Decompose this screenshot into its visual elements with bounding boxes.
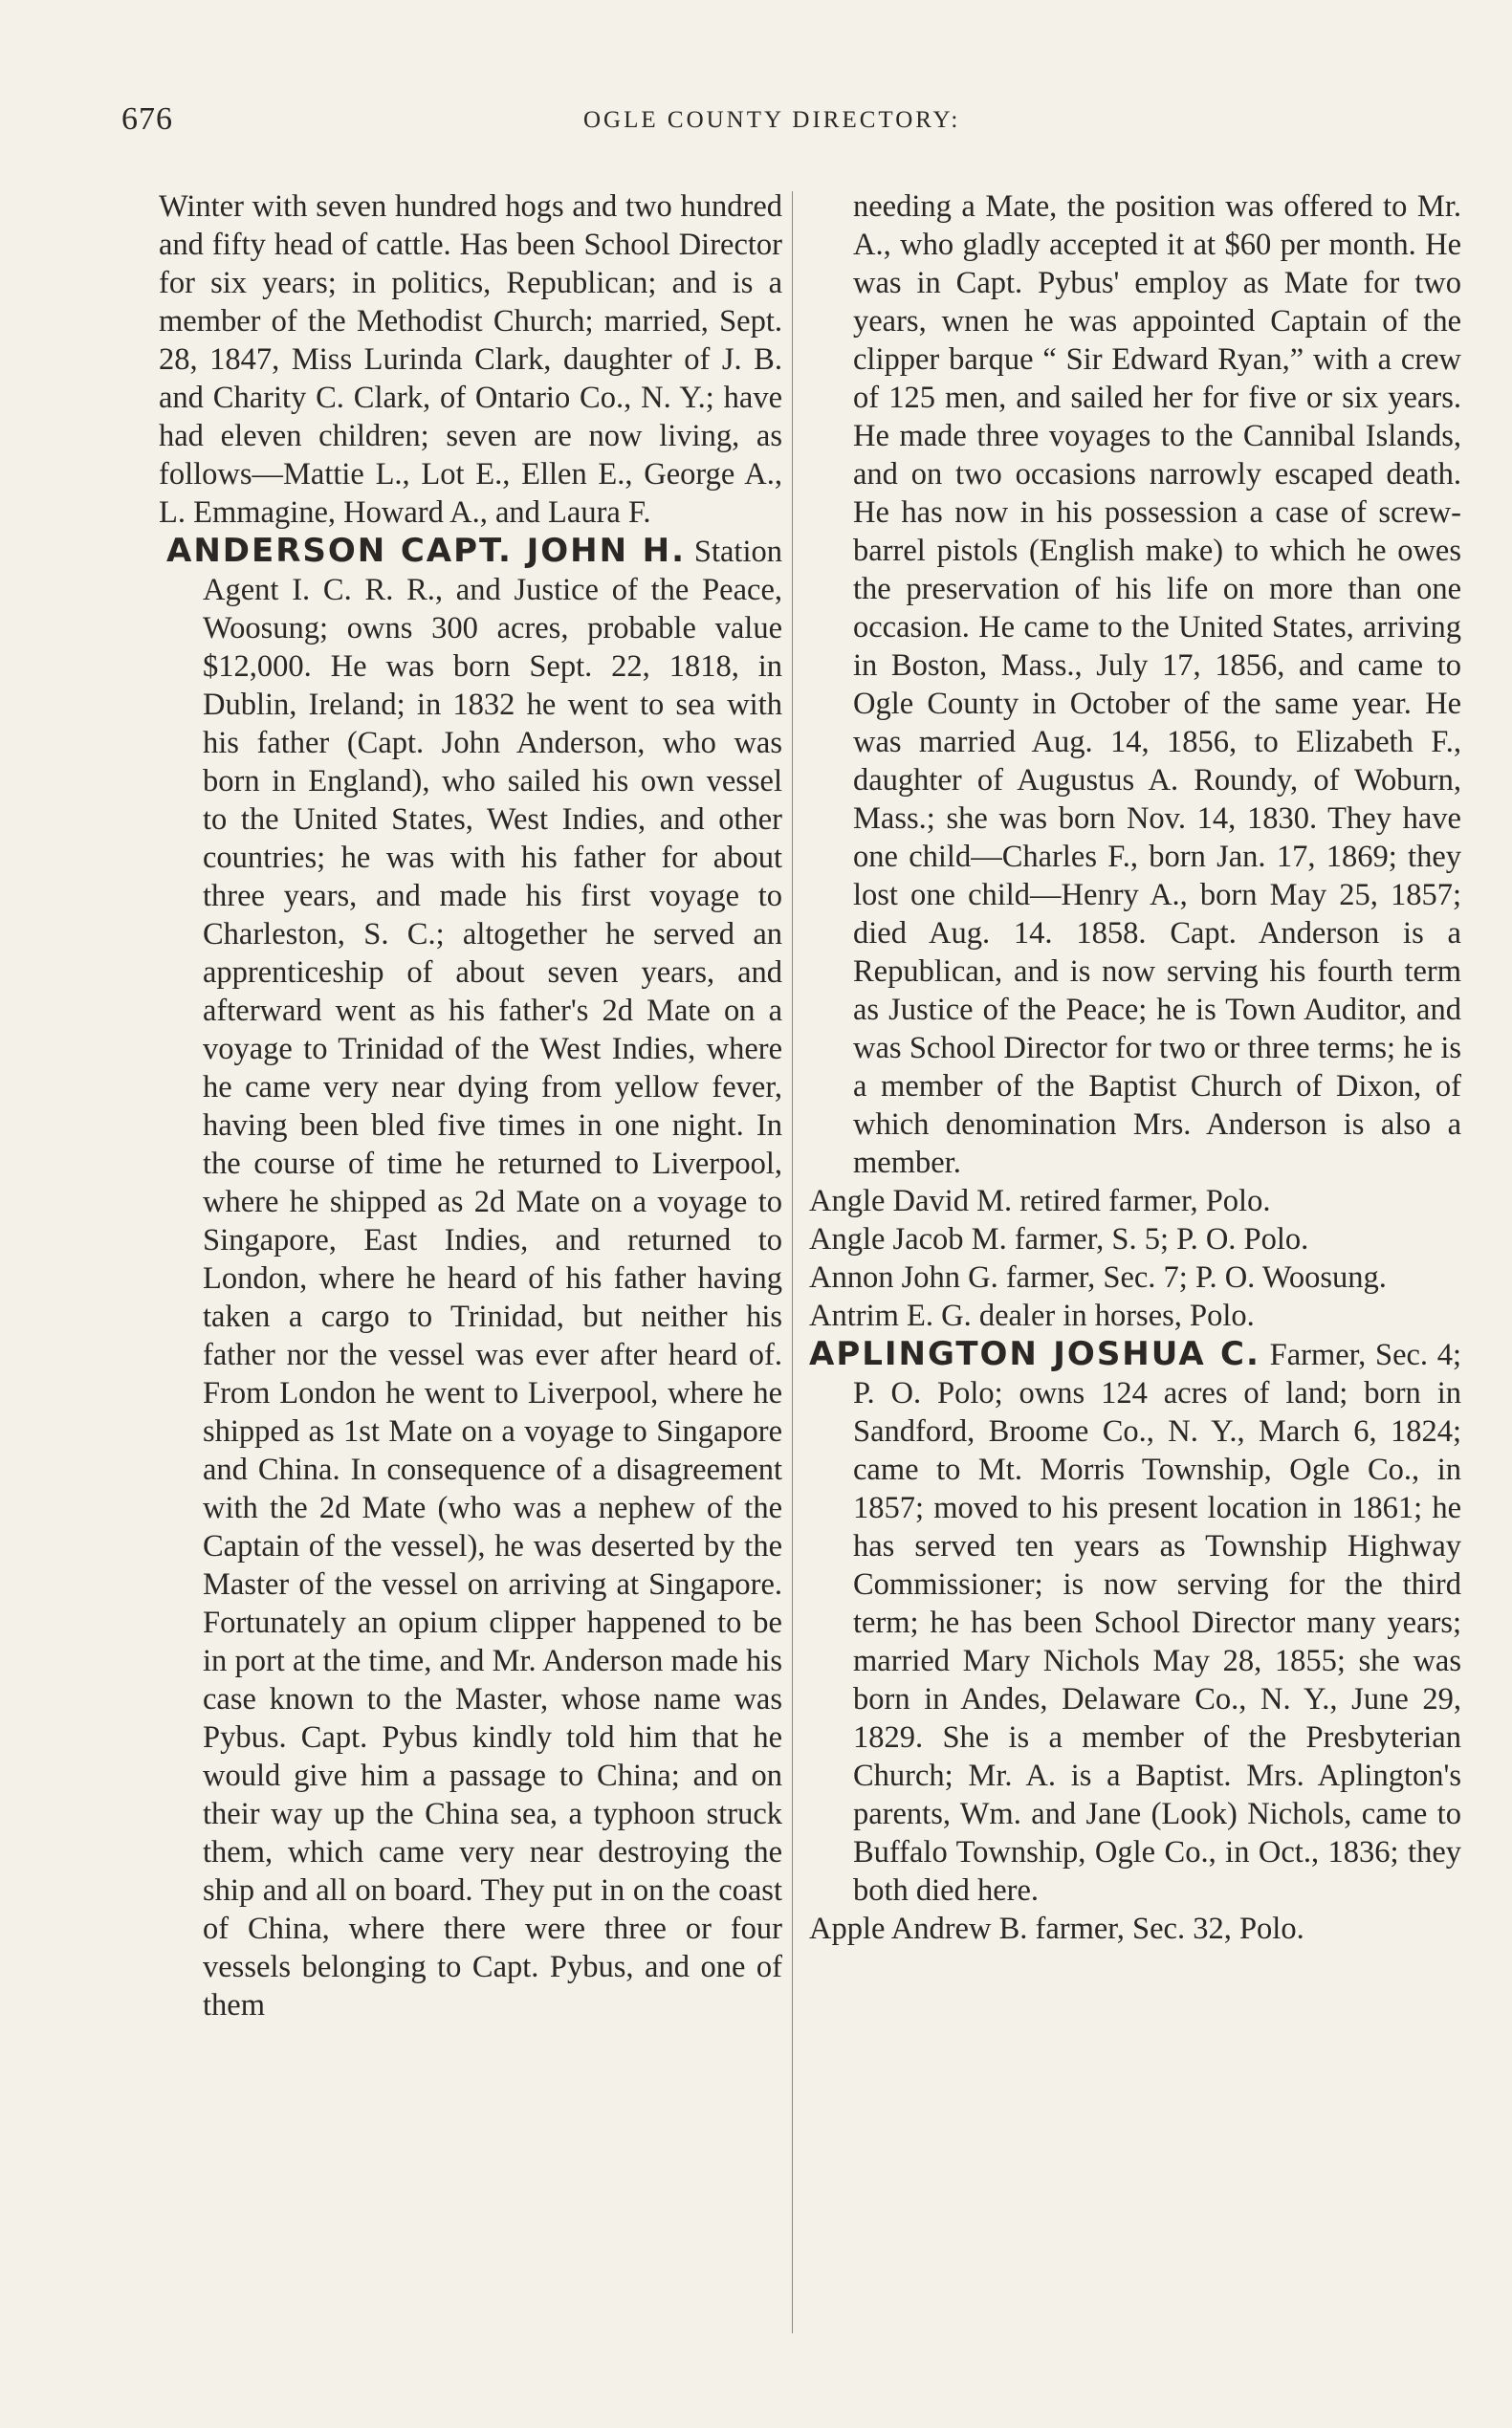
directory-entry: Angle David M. retired farmer, Polo.: [809, 1184, 1271, 1218]
anderson-entry: [159, 532, 782, 2024]
directory-entry: Apple Andrew B. farmer, Sec. 32, Polo.: [809, 1912, 1304, 1946]
aplington-heading: APLINGTON JOSHUA C.: [809, 1335, 1260, 1373]
directory-entry: Antrim E. G. dealer in horses, Polo.: [809, 1299, 1255, 1333]
column-divider: [792, 191, 793, 2333]
page-number: 676: [121, 101, 173, 137]
aplington-entry: [809, 1335, 1461, 1910]
right-column: [809, 187, 1461, 1948]
running-head: OGLE COUNTY DIRECTORY:: [583, 107, 961, 133]
anderson-continued-text: needing a Mate, the position was offered to Mr. A., who gladly accepted it at $60 per month. He was in Capt. Pybus' employ as Mate for two years, wnen he was appointed Captain of the clipper barque “ Sir Edward Ryan,” with a crew of 125 men, and sailed her for five or six years. He made three voyages to the Cannibal Islands, and on two occasions narrowly escaped death. He has now in his possession a case of screw-barrel pistols (English make) to which he owes the preservation of his life on more than one occasion. He came to the United States, arriving in Boston, Mass., July 17, 1856, and came to Ogle County in October of the same year. He was married Aug. 14, 1856, to Elizabeth F., daughter of Augustus A. Roundy, of Woburn, Mass.; she was born Nov. 14, 1830. They have one child—Charles F., born Jan. 17, 1869; they lost one child—Henry A., born May 25, 1857; died Aug. 14. 1858. Capt. Anderson is a Republican, and is now serving his fourth term as Justice of the Peace; he is Town Auditor, and was School Director for two or three terms; he is a member of the Baptist Church of Dixon, of which denomination Mrs. Anderson is also a member.: [853, 189, 1461, 1180]
directory-entry: Angle Jacob M. farmer, S. 5; P. O. Polo.: [809, 1222, 1309, 1257]
continued-entry-text: Winter with seven hundred hogs and two hundred and fifty head of cattle. Has been School Director for six years; in politics, Republican; and is a member of the Methodist Church; married, Sept. 28, 1847, Miss Lurinda Clark, daughter of J. B. and Charity C. Clark, of Ontario Co., N. Y.; have had eleven children; seven are now living, as follows—Mattie L., Lot E., Ellen E., George A., L. Emmagine, Howard A., and Laura F.: [159, 189, 782, 530]
left-column: [159, 187, 782, 2024]
aplington-text: Farmer, Sec. 4; P. O. Polo; owns 124 acres of land; born in Sandford, Broome Co., N. Y., March 6, 1824; came to Mt. Morris Township, Ogle Co., in 1857; moved to his present location in 1861; he has served ten years as Township Highway Commissioner; is now serving for the third term; he has been School Director many years; married Mary Nichols May 28, 1855; she was born in Andes, Delaware Co., N. Y., June 29, 1829. She is a member of the Presbyterian Church; Mr. A. is a Baptist. Mrs. Aplington's parents, Wm. and Jane (Look) Nichols, came to Buffalo Township, Ogle Co., in Oct., 1836; they both died here.: [853, 1338, 1462, 1908]
anderson-text: Station Agent I. C. R. R., and Justice of the Peace, Woosung; owns 300 acres, probable value $12,000. He was born Sept. 22, 1818, in Dublin, Ireland; in 1832 he went to sea with his father (Capt. John Anderson, who was born in England), who sailed his own vessel to the United States, West Indies, and other countries; he was with his father for about three years, and made his first voyage to Charleston, S. C.; altogether he served an apprenticeship of about seven years, and afterward went as his father's 2d Mate on a voyage to Trinidad of the West Indies, where he came very near dying from yellow fever, having been bled five times in one night. In the course of time he returned to Liverpool, where he shipped as 2d Mate on a voyage to Singapore, East Indies, and returned to London, where he heard of his father having taken a cargo to Trinidad, but neither his father nor the vessel was ever after heard of. From London he went to Liverpool, where he shipped as 1st Mate on a voyage to Singapore and China. In consequence of a disagreement with the 2d Mate (who was a nephew of the Captain of the vessel), he was deserted by the Master of the vessel on arriving at Singapore. Fortunately an opium clipper happened to be in port at the time, and Mr. Anderson made his case known to the Master, whose name was Pybus. Capt. Pybus kindly told him that he would give him a passage to China; and on their way up the China sea, a typhoon struck them, which came very near destroying the ship and all on board. They put in on the coast of China, where there were three or four vessels belonging to Capt. Pybus, and one of them: [203, 535, 782, 2023]
directory-entry: Annon John G. farmer, Sec. 7; P. O. Woosung.: [809, 1260, 1387, 1295]
anderson-heading: ANDERSON CAPT. JOHN H.: [166, 532, 687, 570]
